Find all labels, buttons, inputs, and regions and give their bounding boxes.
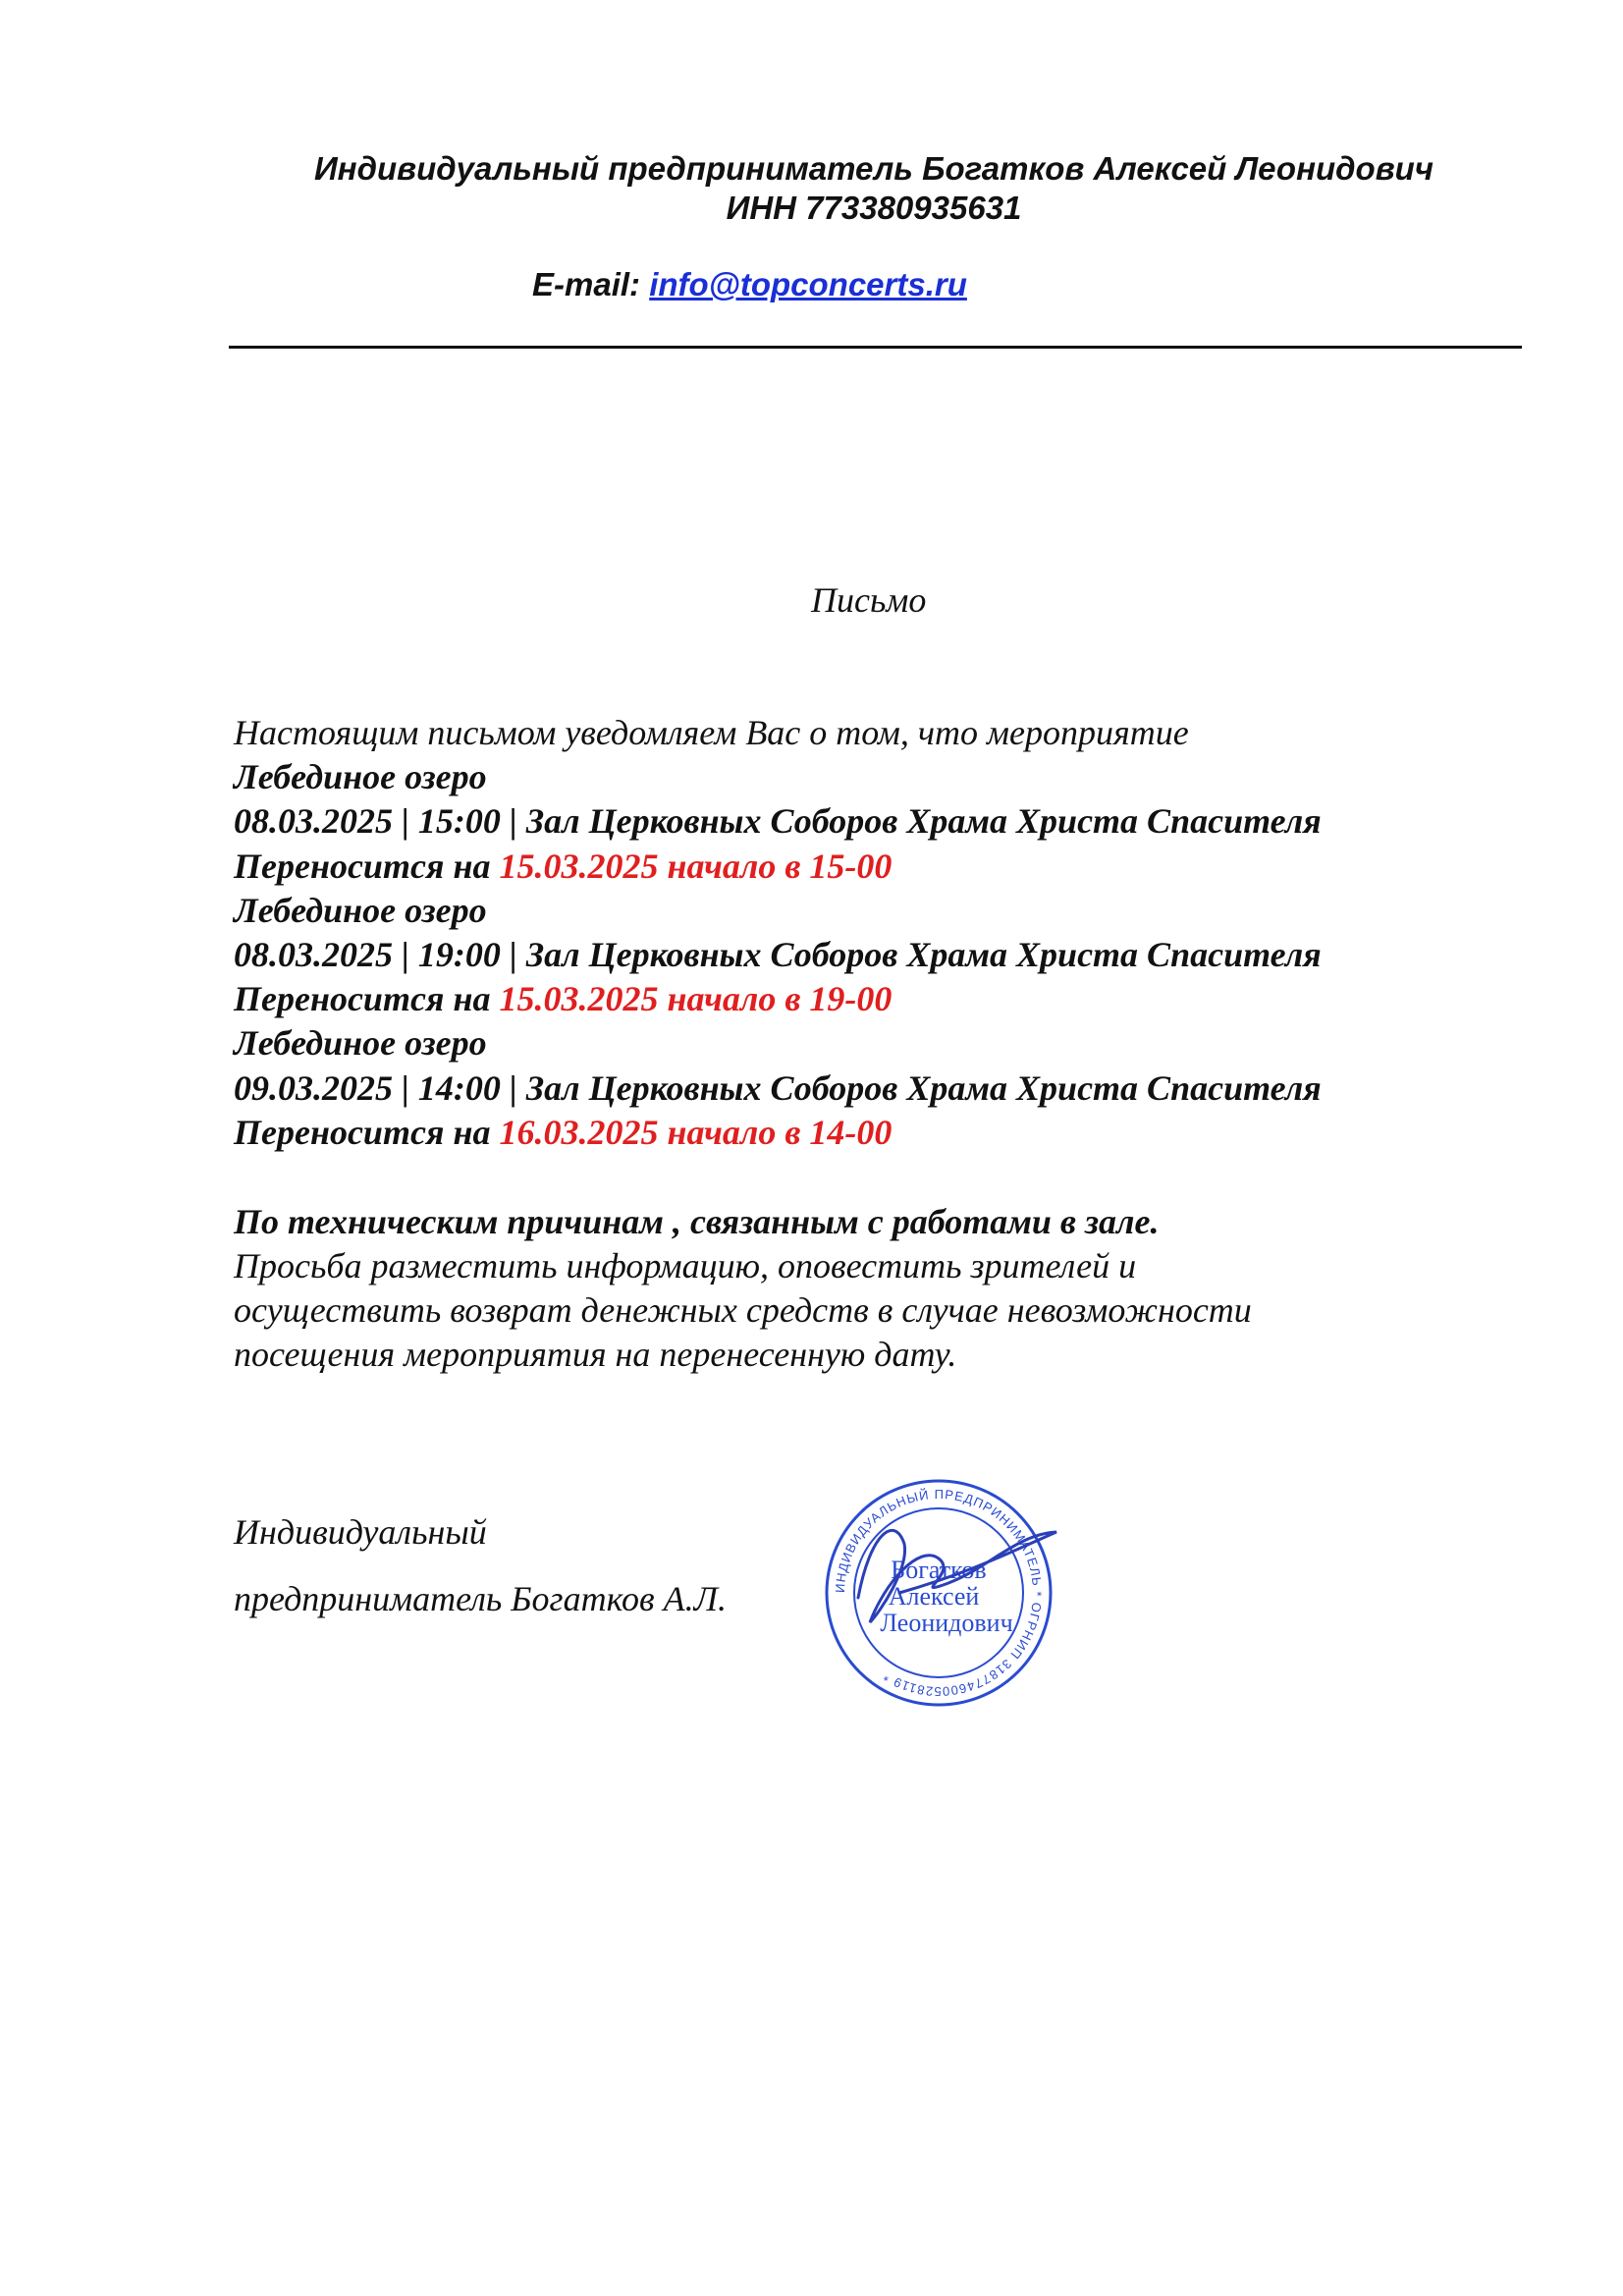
letterhead-name: Индивидуальный предприниматель Богатков Алексей Леонидович — [313, 150, 1434, 187]
moved-prefix: Переносится на — [234, 846, 500, 886]
letterhead — [226, 149, 1522, 228]
request-line: Просьба разместить информацию, оповестить зрителей и — [234, 1246, 1137, 1285]
event-name: Лебединое озеро — [234, 1023, 487, 1064]
event-moved — [234, 845, 1540, 889]
event-moved — [234, 977, 1540, 1021]
stamp-name-line: Леонидович — [880, 1609, 1013, 1637]
stamp-name-line: Алексей — [888, 1582, 980, 1611]
stamp-seal — [811, 1475, 1066, 1711]
email-label: E-mail: — [532, 266, 641, 302]
signature-block — [234, 1499, 727, 1632]
signature-title: Индивидуальный — [234, 1512, 487, 1552]
header-divider — [229, 346, 1522, 349]
stamp-ring-text: ИНДИВИДУАЛЬНЫЙ ПРЕДПРИНИМАТЕЛЬ * ОГРНИП 318774600528119 * — [832, 1486, 1046, 1700]
letterhead-inn: ИНН 773380935631 — [726, 190, 1022, 226]
letter-title: Письмо — [811, 580, 927, 620]
intro-text: Настоящим письмом уведомляем Вас о том, что мероприятие — [234, 713, 1189, 752]
request-line: осуществить возврат денежных средств в случае невозможности — [234, 1290, 1252, 1330]
reason-block — [234, 1200, 1540, 1377]
moved-date: 15.03.2025 начало в 15-00 — [499, 846, 893, 886]
reason-text: По техническим причинам , связанным с работами в зале. — [234, 1202, 1160, 1241]
event-moved — [234, 1111, 1540, 1155]
event-details: 08.03.2025 | 19:00 | Зал Церковных Соборов Храма Христа Спасителя — [234, 935, 1322, 975]
letterhead-email — [532, 266, 967, 303]
moved-date: 16.03.2025 начало в 14-00 — [499, 1112, 893, 1152]
request-line: посещения мероприятия на перенесенную дату. — [234, 1335, 957, 1374]
event-name: Лебединое озеро — [234, 890, 487, 930]
moved-date: 15.03.2025 начало в 19-00 — [499, 979, 893, 1019]
stamp-name-line: Богатков — [891, 1556, 987, 1584]
moved-prefix: Переносится на — [234, 979, 500, 1019]
email-link[interactable]: info@topconcerts.ru — [649, 266, 967, 302]
signature-name: предприниматель Богатков А.Л. — [234, 1579, 728, 1618]
event-details: 09.03.2025 | 14:00 | Зал Церковных Соборов Храма Христа Спасителя — [234, 1067, 1322, 1108]
event-details: 08.03.2025 | 15:00 | Зал Церковных Соборов Храма Христа Спасителя — [234, 801, 1322, 842]
moved-prefix: Переносится на — [234, 1112, 500, 1152]
letter-body — [234, 711, 1540, 1155]
event-name: Лебединое озеро — [234, 757, 487, 797]
